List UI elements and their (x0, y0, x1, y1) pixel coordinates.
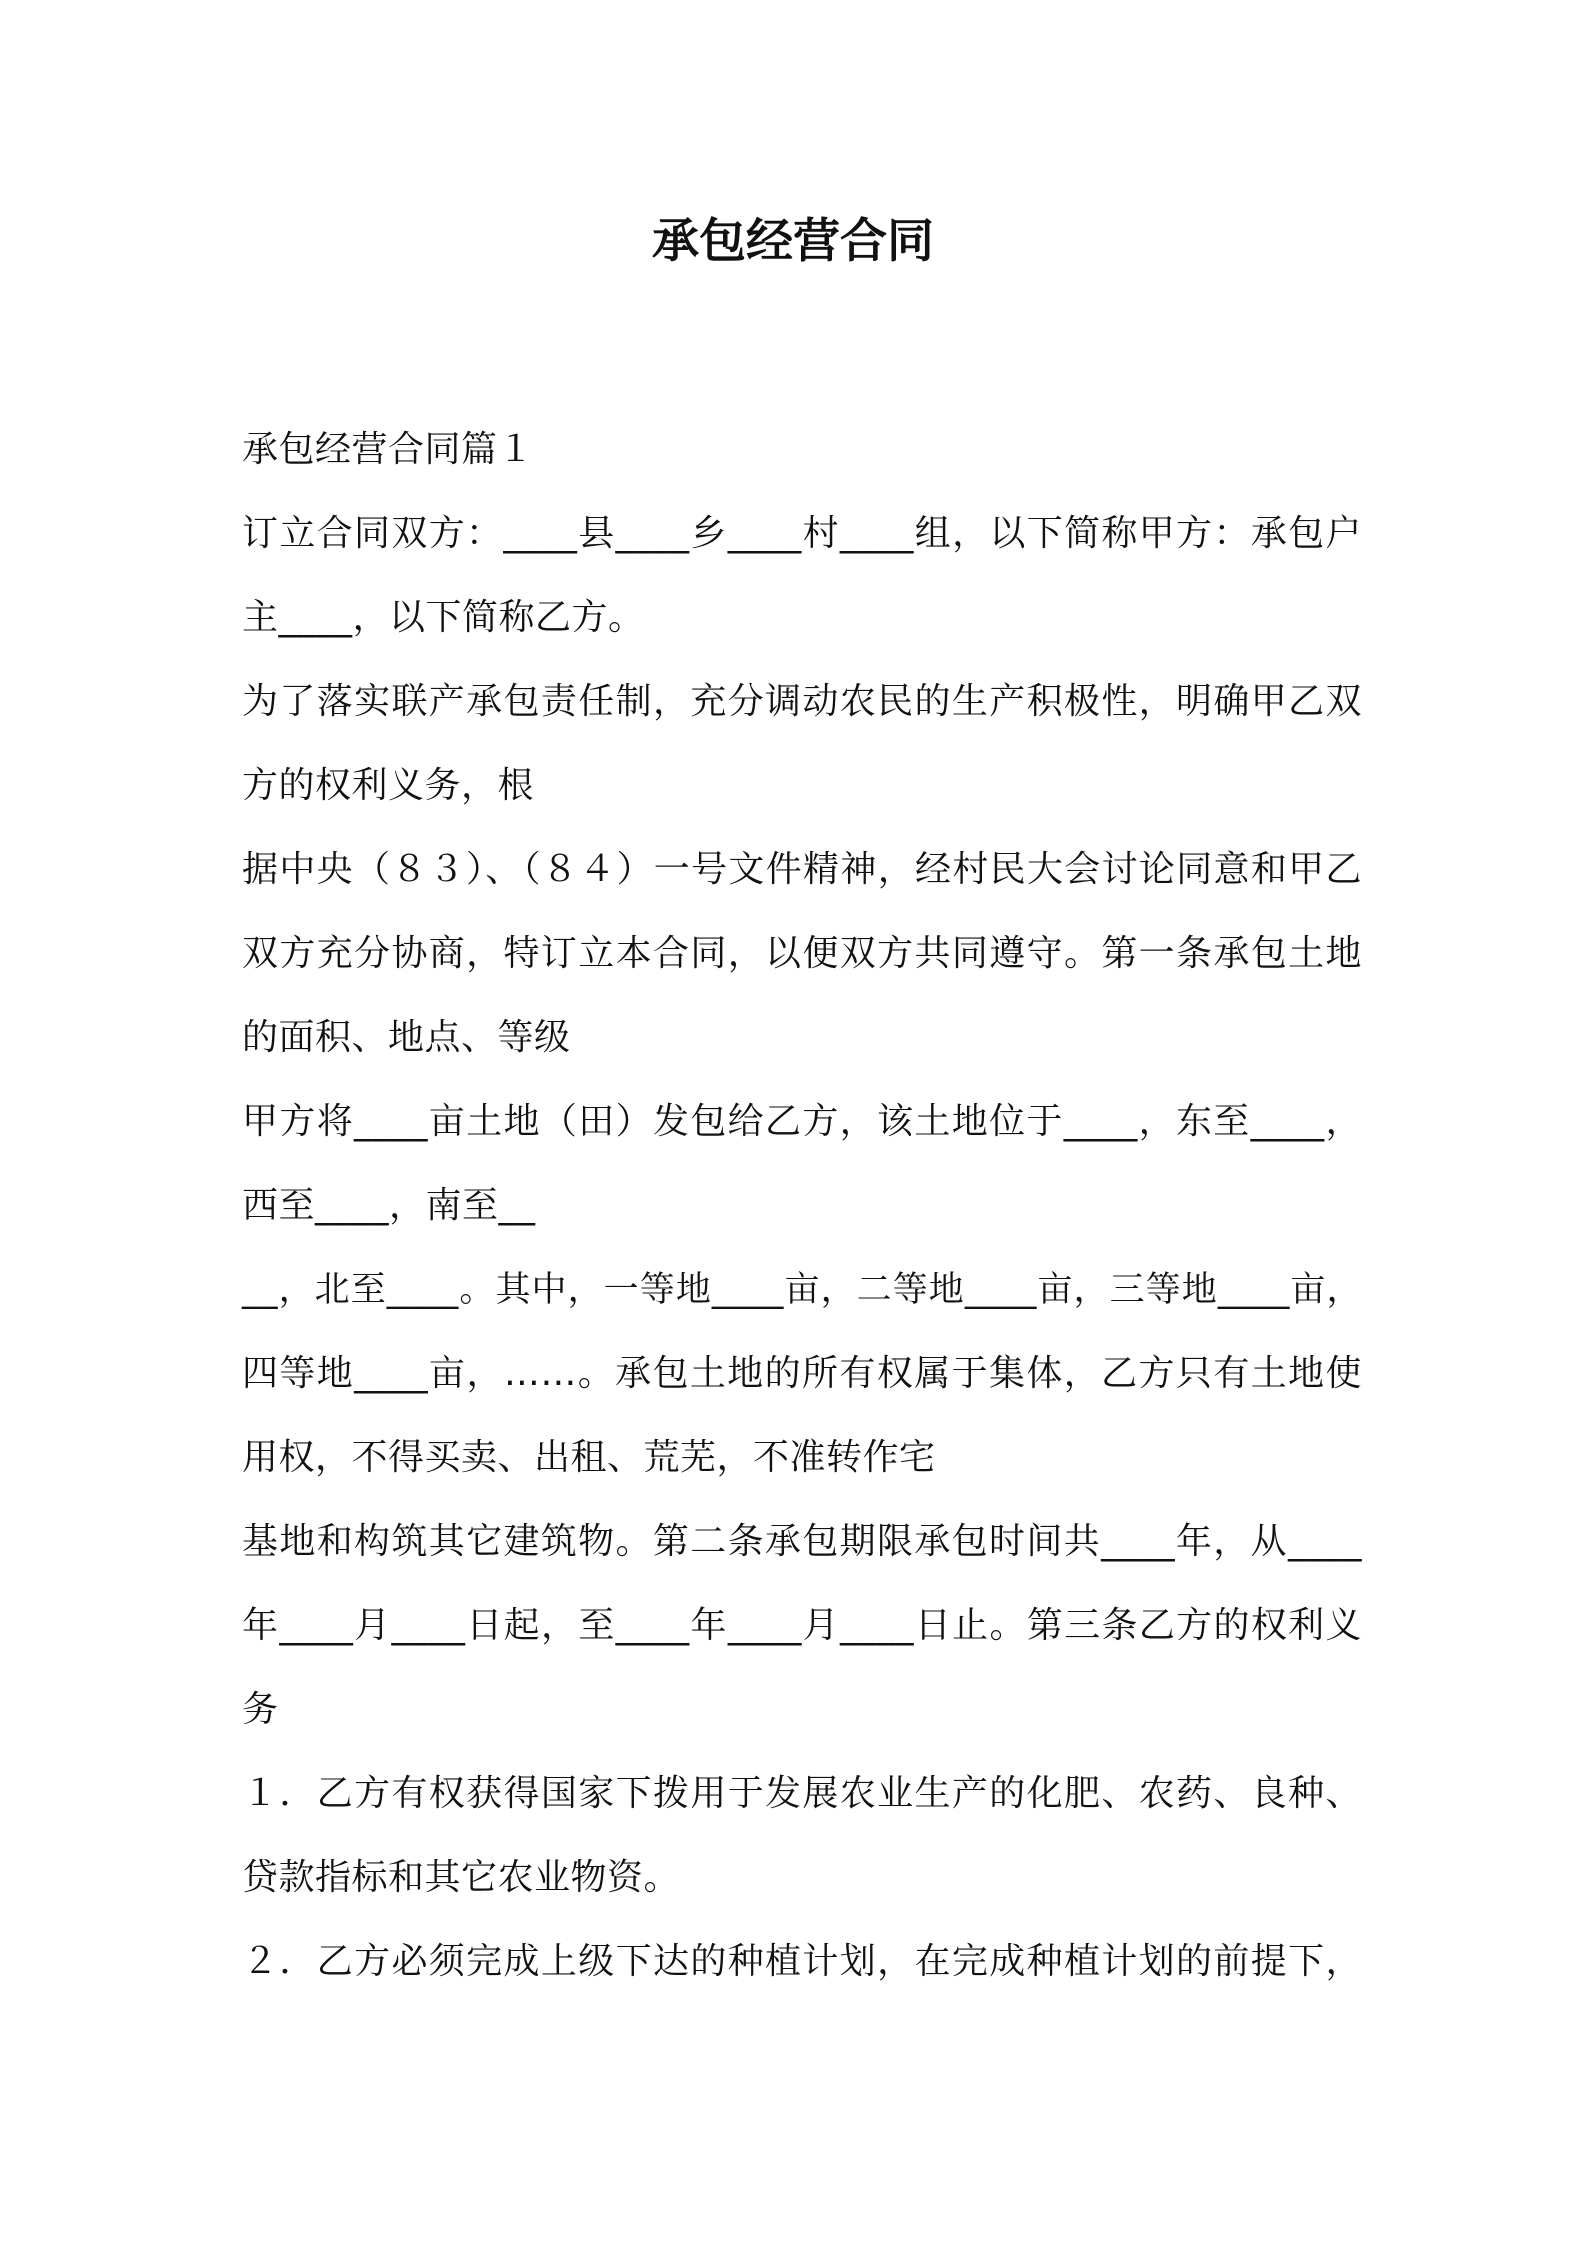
paragraph-line: __，北至____。其中，一等地____亩，二等地____亩，三等地____亩， (242, 1270, 1362, 1310)
paragraph-line: 贷款指标和其它农业物资。 (242, 1857, 681, 1898)
paragraph-line: 务 (242, 1689, 279, 1730)
paragraph-line: 主____，以下简称乙方。 (242, 597, 645, 638)
paragraph-line: 的面积、地点、等级 (242, 1017, 571, 1058)
paragraph-line: 四等地____亩，……。承包土地的所有权属于集体，乙方只有土地使 (242, 1353, 1362, 1394)
paragraph-line: 甲方将____亩土地（田）发包给乙方，该土地位于____，东至____， (242, 1101, 1362, 1142)
paragraph-line: 用权，不得买卖、出租、荒芜，不准转作宅 (242, 1437, 936, 1478)
document-title: 承包经营合同 (652, 214, 934, 269)
paragraph-line: 基地和构筑其它建筑物。第二条承包期限承包时间共____年，从____ (242, 1521, 1362, 1562)
paragraph-line: 订立合同双方：____县____乡____村____组，以下简称甲方：承包户 (242, 513, 1362, 554)
paragraph-line: 西至____，南至__ (242, 1185, 536, 1226)
paragraph-line: 年____月____日起，至____年____月____日止。第三条乙方的权利义 (242, 1605, 1362, 1646)
list-item-2: ２．乙方必须完成上级下达的种植计划，在完成种植计划的前提下， (242, 1941, 1362, 1982)
paragraph-line: 据中央（８３）、（８４）一号文件精神，经村民大会讨论同意和甲乙 (242, 849, 1362, 890)
section-heading: 承包经营合同篇１ (242, 429, 535, 470)
document-body (242, 408, 1362, 2004)
paragraph-line: 双方充分协商，特订立本合同，以便双方共同遵守。第一条承包土地 (242, 933, 1362, 974)
paragraph-line: 为了落实联产承包责任制，充分调动农民的生产积极性，明确甲乙双 (242, 681, 1362, 722)
paragraph-line: 方的权利义务，根 (242, 765, 535, 806)
list-item-1: １．乙方有权获得国家下拨用于发展农业生产的化肥、农药、良种、 (242, 1773, 1362, 1814)
